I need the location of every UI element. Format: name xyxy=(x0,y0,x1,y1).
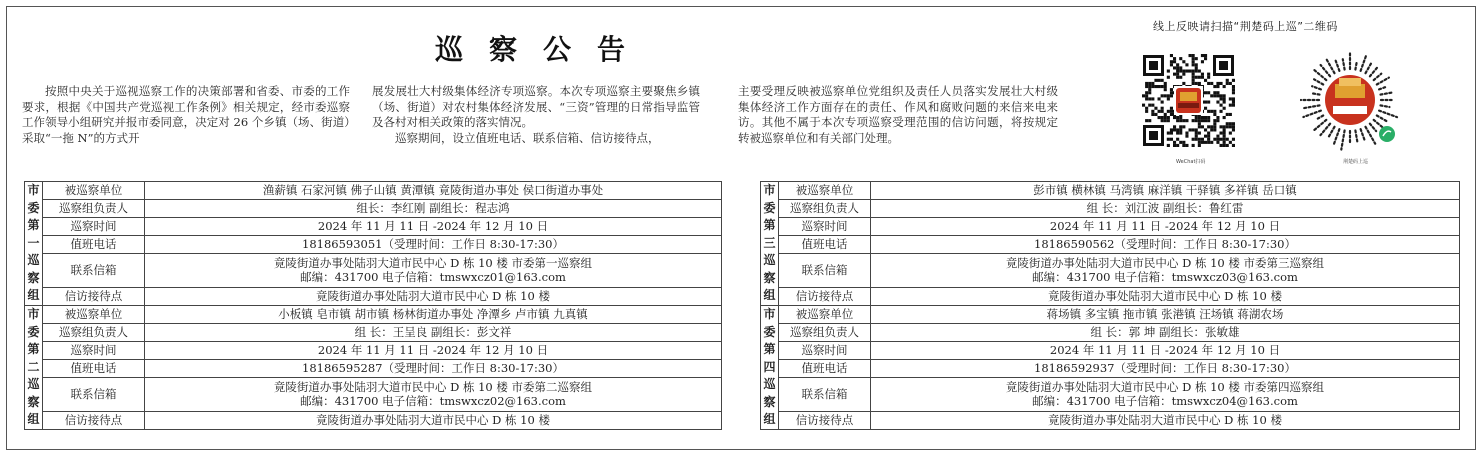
intro-text-2a: 展发展壮大村级集体经济专项巡察。本次专项巡察主要聚焦乡镇（场、街道）对农村集体经济发展、“三资”管理的日常指导监管及各村对相关政策的落实情况。 xyxy=(372,84,700,129)
group-3-phone: 18186590562（受理时间：工作日 8:30-17:30） xyxy=(871,235,1460,253)
group-4-units: 蒋场镇 多宝镇 拖市镇 张港镇 汪场镇 蒋湖农场 xyxy=(871,306,1460,324)
label-phone: 值班电话 xyxy=(43,235,145,253)
intro-paragraph-col2 xyxy=(372,84,700,146)
group-3-mail: 竟陵街道办事处陆羽大道市民中心 D 栋 10 楼 市委第三巡察组 邮编：431700 电子信箱：tmswxcz03@163.com xyxy=(871,253,1460,287)
label-units: 被巡察单位 xyxy=(779,182,871,200)
group-1-phone: 18186593051（受理时间：工作日 8:30-17:30） xyxy=(145,235,722,253)
group-4-mail: 竟陵街道办事处陆羽大道市民中心 D 栋 10 楼 市委第四巡察组 邮编：431700 电子信箱：tmswxcz04@163.com xyxy=(871,377,1460,411)
label-leader: 巡察组负责人 xyxy=(43,199,145,217)
label-units: 被巡察单位 xyxy=(43,182,145,200)
group-4-time: 2024 年 11 月 11 日 -2024 年 12 月 10 日 xyxy=(871,341,1460,359)
inspection-group-2-table xyxy=(24,305,722,430)
group-2-units: 小板镇 皂市镇 胡市镇 杨林街道办事处 净潭乡 卢市镇 九真镇 xyxy=(145,306,722,324)
label-mail: 联系信箱 xyxy=(779,377,871,411)
miniprogram-label: 荆楚码上巡 xyxy=(1343,159,1369,165)
intro-text-3: 主要受理反映被巡察单位党组织及责任人员落实发展壮大村级集体经济工作方面存在的责任、作风和腐败问题的来信来电来访。其他不属于本次专项巡察受理范围的信访问题，将按规定转被巡察单位和有关部门处理。 xyxy=(738,84,1058,145)
label-time: 巡察时间 xyxy=(779,341,871,359)
group-1-units: 渔薪镇 石家河镇 佛子山镇 黄潭镇 竟陵街道办事处 侯口街道办事处 xyxy=(145,182,722,200)
label-time: 巡察时间 xyxy=(43,341,145,359)
group-2-mail: 竟陵街道办事处陆羽大道市民中心 D 栋 10 楼 市委第二巡察组 邮编：431700 电子信箱：tmswxcz02@163.com xyxy=(145,377,722,411)
group-2-side-title: 市 委 第 二 巡 察 组 xyxy=(25,306,43,430)
label-time: 巡察时间 xyxy=(43,217,145,235)
group-3-leader: 组 长：刘江波 副组长：鲁红雷 xyxy=(871,199,1460,217)
label-mail: 联系信箱 xyxy=(43,377,145,411)
group-1-visit: 竟陵街道办事处陆羽大道市民中心 D 栋 10 楼 xyxy=(145,287,722,305)
inspection-group-1-table xyxy=(24,181,722,306)
qr-caption: 线上反映请扫描“荆楚码上巡”二维码 xyxy=(1153,20,1338,33)
intro-paragraph-col1 xyxy=(22,84,350,146)
group-3-visit: 竟陵街道办事处陆羽大道市民中心 D 栋 10 楼 xyxy=(871,287,1460,305)
label-leader: 巡察组负责人 xyxy=(43,323,145,341)
group-3-side-title: 市 委 第 三 巡 察 组 xyxy=(761,182,779,306)
group-3-time: 2024 年 11 月 11 日 -2024 年 12 月 10 日 xyxy=(871,217,1460,235)
inspection-group-3-table xyxy=(760,181,1460,306)
label-mail: 联系信箱 xyxy=(779,253,871,287)
group-2-visit: 竟陵街道办事处陆羽大道市民中心 D 栋 10 楼 xyxy=(145,411,722,429)
wechat-qr-code[interactable] xyxy=(1141,53,1236,155)
label-visit: 信访接待点 xyxy=(43,287,145,305)
group-4-side-title: 市 委 第 四 巡 察 组 xyxy=(761,306,779,430)
intro-text-1: 按照中央关于巡视巡察工作的决策部署和省委、市委的工作要求，根据《中国共产党巡视工作条例》相关规定，经市委巡察工作领导小组研究并报市委同意，决定对 26 个乡镇（场、街道）采取“一拖 N”的方式开 xyxy=(22,84,350,145)
group-4-visit: 竟陵街道办事处陆羽大道市民中心 D 栋 10 楼 xyxy=(871,411,1460,429)
group-1-leader: 组长：李红刚 副组长：程志鸿 xyxy=(145,199,722,217)
wechat-qr-label: WeChat扫码 xyxy=(1176,159,1206,165)
intro-text-2b: 巡察期间，设立值班电话、联系信箱、信访接待点， xyxy=(395,130,660,145)
group-1-side-title: 市 委 第 一 巡 察 组 xyxy=(25,182,43,306)
group-2-leader: 组 长：王呈良 副组长：彭文祥 xyxy=(145,323,722,341)
page-title: 巡察公告 xyxy=(435,33,652,66)
label-visit: 信访接待点 xyxy=(779,411,871,429)
label-phone: 值班电话 xyxy=(779,235,871,253)
miniprogram-code[interactable] xyxy=(1300,48,1400,156)
label-mail: 联系信箱 xyxy=(43,253,145,287)
label-leader: 巡察组负责人 xyxy=(779,199,871,217)
group-2-time: 2024 年 11 月 11 日 -2024 年 12 月 10 日 xyxy=(145,341,722,359)
label-time: 巡察时间 xyxy=(779,217,871,235)
label-phone: 值班电话 xyxy=(43,359,145,377)
label-units: 被巡察单位 xyxy=(43,306,145,324)
inspection-group-4-table xyxy=(760,305,1460,430)
group-4-phone: 18186592937（受理时间：工作日 8:30-17:30） xyxy=(871,359,1460,377)
group-2-phone: 18186595287（受理时间：工作日 8:30-17:30） xyxy=(145,359,722,377)
group-4-leader: 组 长：郭 坤 副组长：张敏雄 xyxy=(871,323,1460,341)
intro-paragraph-col3 xyxy=(738,84,1058,146)
label-visit: 信访接待点 xyxy=(43,411,145,429)
label-phone: 值班电话 xyxy=(779,359,871,377)
label-leader: 巡察组负责人 xyxy=(779,323,871,341)
label-units: 被巡察单位 xyxy=(779,306,871,324)
group-1-mail: 竟陵街道办事处陆羽大道市民中心 D 栋 10 楼 市委第一巡察组 邮编：431700 电子信箱：tmswxcz01@163.com xyxy=(145,253,722,287)
label-visit: 信访接待点 xyxy=(779,287,871,305)
group-3-units: 彭市镇 横林镇 马湾镇 麻洋镇 干驿镇 多祥镇 岳口镇 xyxy=(871,182,1460,200)
group-1-time: 2024 年 11 月 11 日 -2024 年 12 月 10 日 xyxy=(145,217,722,235)
